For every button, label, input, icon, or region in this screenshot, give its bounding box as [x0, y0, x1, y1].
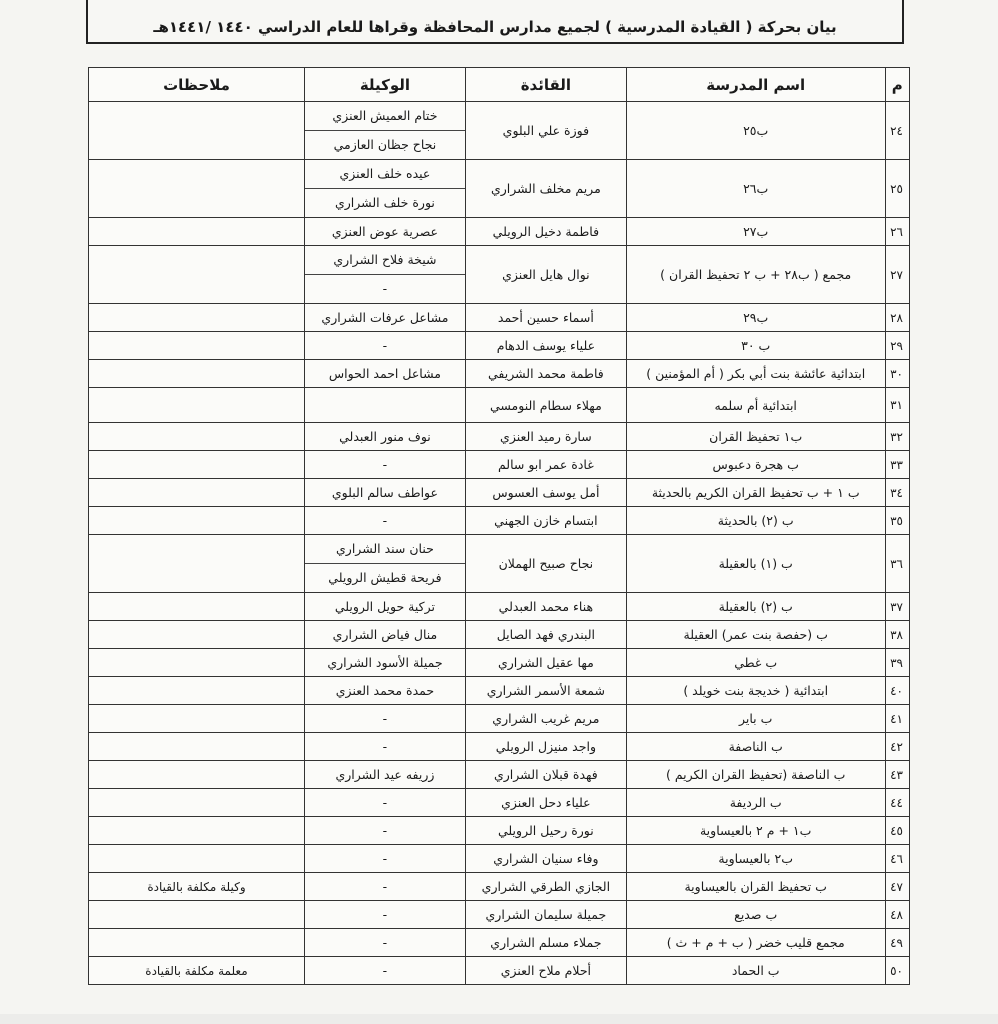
notes-cell	[89, 761, 305, 789]
deputy-cell	[304, 102, 465, 160]
notes-cell	[89, 733, 305, 761]
school-name: ب (١) بالعقيلة	[626, 535, 885, 593]
school-name: ب١ تحفيظ القران	[626, 423, 885, 451]
row-number: ٣٤	[885, 479, 909, 507]
notes-cell	[89, 535, 305, 593]
table-row	[89, 507, 910, 535]
row-number: ٢٦	[885, 218, 909, 246]
notes-cell	[89, 360, 305, 388]
leadership-table	[88, 67, 910, 985]
deputy-name: عصرية عوض العنزي	[304, 218, 465, 246]
table-row	[89, 593, 910, 621]
school-name: ب٢٥	[626, 102, 885, 160]
leader-name: هناء محمد العبدلي	[465, 593, 626, 621]
deputy-name: حنان سند الشراري	[305, 535, 465, 564]
leader-name: علياء يوسف الدهام	[465, 332, 626, 360]
deputy-name: نوف منور العبدلي	[304, 423, 465, 451]
leader-name: مها عقيل الشراري	[465, 649, 626, 677]
table-row	[89, 246, 910, 304]
row-number: ٤٩	[885, 929, 909, 957]
notes-cell	[89, 102, 305, 160]
school-name: ب٢٧	[626, 218, 885, 246]
school-name: ب (٢) بالعقيلة	[626, 593, 885, 621]
leader-name: سارة رميد العنزي	[465, 423, 626, 451]
school-name: ب ١ + ب تحفيظ القران الكريم بالحديثة	[626, 479, 885, 507]
school-name: ب صديع	[626, 901, 885, 929]
notes-cell	[89, 621, 305, 649]
deputy-cell	[304, 160, 465, 218]
notes-cell	[89, 160, 305, 218]
table-row	[89, 535, 910, 593]
deputy-name: -	[304, 507, 465, 535]
leader-name: فوزة علي البلوي	[465, 102, 626, 160]
table-row	[89, 761, 910, 789]
page-bottom-edge	[0, 1014, 998, 1024]
header-m: م	[885, 68, 909, 102]
school-name: ب الرديفة	[626, 789, 885, 817]
deputy-name: -	[304, 705, 465, 733]
school-name: مجمع ( ب٢٨ + ب ٢ تحفيظ القران )	[626, 246, 885, 304]
row-number: ٢٤	[885, 102, 909, 160]
row-number: ٤٥	[885, 817, 909, 845]
leader-name: جملاء مسلم الشراري	[465, 929, 626, 957]
row-number: ٣٧	[885, 593, 909, 621]
leader-name: وفاء سنيان الشراري	[465, 845, 626, 873]
table-row	[89, 360, 910, 388]
leader-name: جميلة سليمان الشراري	[465, 901, 626, 929]
school-name: ابتدائية أم سلمه	[626, 388, 885, 423]
header-notes: ملاحظات	[89, 68, 305, 102]
leader-name: غادة عمر ابو سالم	[465, 451, 626, 479]
leader-name: نورة رحيل الرويلي	[465, 817, 626, 845]
table-row	[89, 621, 910, 649]
row-number: ٣٩	[885, 649, 909, 677]
school-name: مجمع قليب خضر ( ب + م + ث )	[626, 929, 885, 957]
notes-cell	[89, 304, 305, 332]
table-header-row	[89, 68, 910, 102]
notes-cell	[89, 593, 305, 621]
table-row	[89, 789, 910, 817]
school-name: ب غطي	[626, 649, 885, 677]
deputy-name: -	[304, 451, 465, 479]
school-name: ب ٣٠	[626, 332, 885, 360]
school-name: ب٢٦	[626, 160, 885, 218]
deputy-name: فريحة قطيش الرويلي	[328, 570, 442, 585]
deputy-name: زريفه عيد الشراري	[304, 761, 465, 789]
leader-name: فاطمة دخيل الرويلي	[465, 218, 626, 246]
school-name: ب باير	[626, 705, 885, 733]
table-row	[89, 388, 910, 423]
notes-cell	[89, 817, 305, 845]
row-number: ٣١	[885, 388, 909, 423]
deputy-name: جميلة الأسود الشراري	[304, 649, 465, 677]
leader-name: فاطمة محمد الشريفي	[465, 360, 626, 388]
table-row	[89, 677, 910, 705]
deputy-name	[304, 388, 465, 423]
header-school: اسم المدرسة	[626, 68, 885, 102]
school-name: ب٢ بالعيساوية	[626, 845, 885, 873]
deputy-name: عواطف سالم البلوي	[304, 479, 465, 507]
leader-name: أحلام ملاح العنزي	[465, 957, 626, 985]
row-number: ٤٠	[885, 677, 909, 705]
row-number: ٣٦	[885, 535, 909, 593]
notes-cell	[89, 649, 305, 677]
notes-cell	[89, 929, 305, 957]
document-title: بيان بحركة ( القيادة المدرسية ) لجميع مدارس المحافظة وقراها للعام الدراسي ١٤٤٠ /١٤٤١هـ	[153, 18, 837, 36]
deputy-name: ختام العميش العنزي	[305, 102, 465, 131]
deputy-cell	[304, 246, 465, 304]
leader-name: فهدة قبلان الشراري	[465, 761, 626, 789]
notes-cell	[89, 901, 305, 929]
table-row	[89, 218, 910, 246]
header-leader: القائدة	[465, 68, 626, 102]
school-name: ب١ + م ٢ بالعيساوية	[626, 817, 885, 845]
table-row	[89, 845, 910, 873]
table-row	[89, 649, 910, 677]
leader-name: نجاح صبيح الهملان	[465, 535, 626, 593]
deputy-name: -	[304, 957, 465, 985]
notes-cell: وكيلة مكلفة بالقيادة	[89, 873, 305, 901]
row-number: ٢٥	[885, 160, 909, 218]
table-row	[89, 304, 910, 332]
notes-cell	[89, 479, 305, 507]
row-number: ٤١	[885, 705, 909, 733]
deputy-name: -	[304, 929, 465, 957]
row-number: ٢٨	[885, 304, 909, 332]
deputy-name: -	[304, 332, 465, 360]
leader-name: علياء دحل العنزي	[465, 789, 626, 817]
notes-cell	[89, 845, 305, 873]
deputy-name: نورة خلف الشراري	[334, 195, 435, 210]
leader-name: مريم غريب الشراري	[465, 705, 626, 733]
row-number: ٤٦	[885, 845, 909, 873]
notes-cell	[89, 789, 305, 817]
leader-name: شمعة الأسمر الشراري	[465, 677, 626, 705]
deputy-name: شيخة فلاح الشراري	[305, 246, 465, 275]
table-row	[89, 160, 910, 218]
deputy-name: تركية حويل الرويلي	[304, 593, 465, 621]
leadership-table-wrapper	[88, 67, 910, 985]
notes-cell	[89, 246, 305, 304]
row-number: ٣٥	[885, 507, 909, 535]
notes-cell	[89, 218, 305, 246]
table-row	[89, 957, 910, 985]
row-number: ٥٠	[885, 957, 909, 985]
leader-name: مريم مخلف الشراري	[465, 160, 626, 218]
notes-cell	[89, 423, 305, 451]
school-name: ب الناصفة (تحفيظ القران الكريم )	[626, 761, 885, 789]
leader-name: نوال هايل العنزي	[465, 246, 626, 304]
deputy-name: مشاعل احمد الحواس	[304, 360, 465, 388]
table-row	[89, 929, 910, 957]
table-row	[89, 705, 910, 733]
notes-cell: معلمة مكلفة بالقيادة	[89, 957, 305, 985]
notes-cell	[89, 705, 305, 733]
notes-cell	[89, 507, 305, 535]
row-number: ٣٢	[885, 423, 909, 451]
deputy-name: -	[304, 817, 465, 845]
deputy-name: مشاعل عرفات الشراري	[304, 304, 465, 332]
leader-name: مهلاء سطام النومسي	[465, 388, 626, 423]
row-number: ٢٧	[885, 246, 909, 304]
school-name: ب هجرة دعبوس	[626, 451, 885, 479]
deputy-name: حمدة محمد العنزي	[304, 677, 465, 705]
school-name: ب (حفصة بنت عمر) العقيلة	[626, 621, 885, 649]
table-row	[89, 451, 910, 479]
table-row	[89, 873, 910, 901]
leader-name: الجازي الطرقي الشراري	[465, 873, 626, 901]
row-number: ٤٤	[885, 789, 909, 817]
school-name: ابتدائية ( خديجة بنت خويلد )	[626, 677, 885, 705]
document-title-box	[86, 0, 904, 44]
row-number: ٤٣	[885, 761, 909, 789]
table-row	[89, 817, 910, 845]
deputy-name: -	[304, 901, 465, 929]
table-row	[89, 733, 910, 761]
notes-cell	[89, 451, 305, 479]
school-name: ابتدائية عائشة بنت أبي بكر ( أم المؤمنين )	[626, 360, 885, 388]
deputy-name: -	[304, 873, 465, 901]
notes-cell	[89, 677, 305, 705]
leader-name: أمل يوسف العسوس	[465, 479, 626, 507]
deputy-name: -	[304, 845, 465, 873]
deputy-name: نجاح جظان العازمي	[333, 137, 437, 152]
deputy-name: منال فياض الشراري	[304, 621, 465, 649]
row-number: ٤٨	[885, 901, 909, 929]
school-name: ب٢٩	[626, 304, 885, 332]
table-row	[89, 479, 910, 507]
school-name: ب (٢) بالحديثة	[626, 507, 885, 535]
row-number: ٢٩	[885, 332, 909, 360]
deputy-cell	[304, 535, 465, 593]
table-row	[89, 102, 910, 160]
row-number: ٤٢	[885, 733, 909, 761]
leader-name: أسماء حسين أحمد	[465, 304, 626, 332]
header-deputy: الوكيلة	[304, 68, 465, 102]
leader-name: ابتسام خازن الجهني	[465, 507, 626, 535]
deputy-name: -	[304, 733, 465, 761]
leader-name: البندري فهد الصايل	[465, 621, 626, 649]
row-number: ٣٨	[885, 621, 909, 649]
table-body	[89, 102, 910, 985]
table-row	[89, 423, 910, 451]
deputy-name: عيده خلف العنزي	[305, 160, 465, 189]
deputy-name: -	[382, 281, 388, 296]
school-name: ب الحماد	[626, 957, 885, 985]
notes-cell	[89, 332, 305, 360]
table-row	[89, 332, 910, 360]
school-name: ب الناصفة	[626, 733, 885, 761]
notes-cell	[89, 388, 305, 423]
school-name: ب تحفيظ القران بالعيساوية	[626, 873, 885, 901]
table-row	[89, 901, 910, 929]
row-number: ٣٠	[885, 360, 909, 388]
row-number: ٣٣	[885, 451, 909, 479]
deputy-name: -	[304, 789, 465, 817]
leader-name: واجد منيزل الرويلي	[465, 733, 626, 761]
row-number: ٤٧	[885, 873, 909, 901]
